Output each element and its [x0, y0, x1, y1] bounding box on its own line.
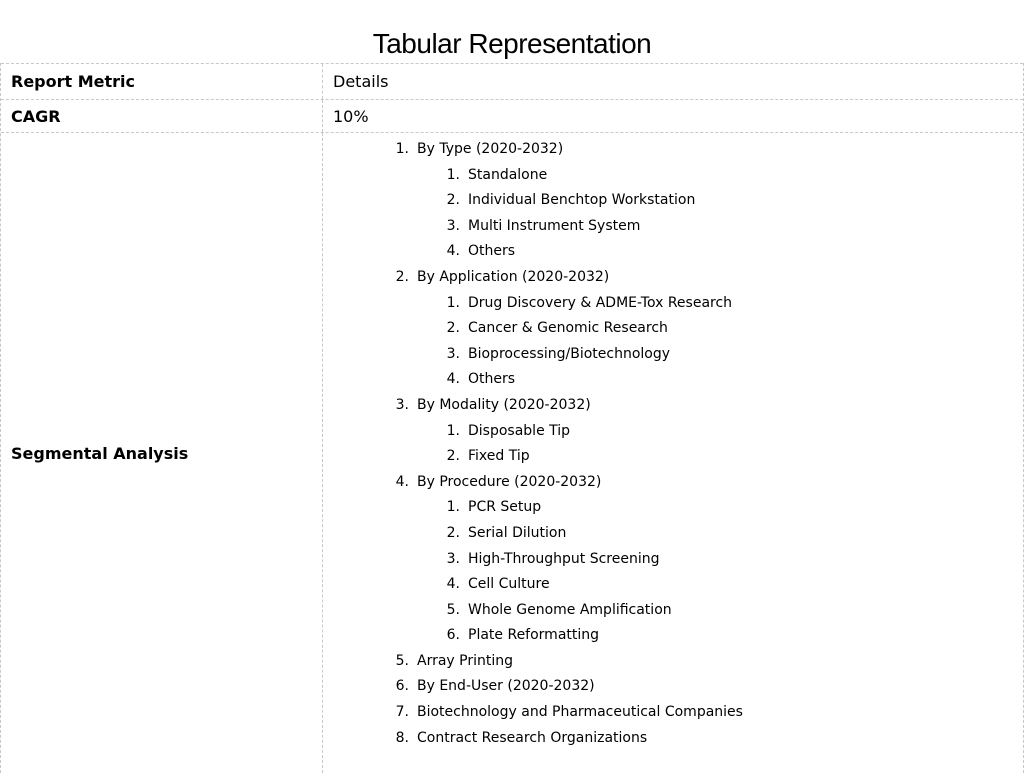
- segment-subitem-label: Fixed Tip: [468, 448, 530, 465]
- segment-subitem-label: Multi Instrument System: [468, 217, 641, 234]
- segment-subitem-label: Bioprocessing/Biotechnology: [468, 345, 671, 362]
- segment-item: [383, 726, 743, 752]
- segment-item: [383, 265, 743, 291]
- segment-subitem-label: Others: [468, 243, 516, 260]
- segment-subitem-number: 2.: [446, 192, 460, 209]
- segment-subitem-label: Plate Reformatting: [468, 627, 600, 644]
- page-title: Tabular Representation: [372, 28, 652, 59]
- segment-subitem-number: 2.: [446, 320, 460, 337]
- segment-subitem-label: PCR Setup: [468, 499, 542, 516]
- segment-subitem-label: Individual Benchtop Workstation: [468, 192, 696, 209]
- segment-subitem-number: 5.: [446, 601, 460, 618]
- segment-subitem-number: 2.: [446, 448, 460, 465]
- segment-subitem: [383, 547, 743, 573]
- segment-subitem: [383, 444, 743, 470]
- segment-subitem-label: High-Throughput Screening: [468, 550, 660, 567]
- segment-subitem-number: 3.: [446, 550, 460, 567]
- cagr-metric-cell: [1, 100, 323, 132]
- segment-subitem-label: Whole Genome Amplification: [468, 601, 672, 618]
- segment-subitem: [383, 188, 743, 214]
- segment-subitem-label: Cancer & Genomic Research: [468, 320, 668, 337]
- segment-item-label: Biotechnology and Pharmaceutical Companies: [417, 704, 743, 721]
- segment-subitem-label: Cell Culture: [468, 576, 550, 593]
- segment-subitem: [383, 291, 743, 317]
- segment-subitem-number: 4.: [446, 243, 460, 260]
- header-metric-cell: [1, 64, 323, 99]
- segment-subitem-number: 4.: [446, 371, 460, 388]
- segment-item-label: By Procedure (2020-2032): [417, 473, 602, 490]
- segment-item: [383, 700, 743, 726]
- segment-subitem-number: 1.: [446, 166, 460, 183]
- segment-subitem-label: Others: [468, 371, 516, 388]
- segmental-metric-cell: [1, 133, 323, 773]
- header-details-label: Details: [333, 72, 389, 91]
- cagr-value-cell: [323, 100, 1023, 132]
- segment-subitem: [383, 342, 743, 368]
- segment-list: [333, 133, 743, 751]
- segmental-row: [1, 132, 1023, 773]
- segment-item-label: By End-User (2020-2032): [417, 678, 595, 695]
- segment-subitem-label: Drug Discovery & ADME-Tox Research: [468, 294, 733, 311]
- segment-item-label: By Modality (2020-2032): [417, 396, 591, 413]
- segment-subitem: [383, 316, 743, 342]
- segment-item-label: Contract Research Organizations: [417, 729, 648, 746]
- segment-subitem: [383, 419, 743, 445]
- segment-item: [383, 470, 743, 496]
- segment-subitem-label: Standalone: [468, 166, 548, 183]
- segment-subitem-number: 2.: [446, 524, 460, 541]
- segment-subitem: [383, 367, 743, 393]
- segment-item-label: Array Printing: [417, 652, 514, 669]
- segment-item-number: 7.: [395, 704, 409, 721]
- segment-subitem-number: 1.: [446, 499, 460, 516]
- segmental-details-cell: [323, 133, 1023, 773]
- cagr-row: [1, 99, 1023, 132]
- segment-item: [383, 137, 743, 163]
- segment-subitem-number: 3.: [446, 345, 460, 362]
- segment-subitem-label: Disposable Tip: [468, 422, 571, 439]
- segment-item-number: 6.: [395, 678, 409, 695]
- cagr-label: CAGR: [11, 106, 61, 126]
- segment-item-number: 3.: [395, 396, 409, 413]
- segment-subitem: [383, 572, 743, 598]
- segment-subitem: [383, 163, 743, 189]
- segment-subitem: [383, 495, 743, 521]
- segment-subitem: [383, 521, 743, 547]
- report-table: [0, 63, 1024, 773]
- segment-item-number: 4.: [395, 473, 409, 490]
- segment-subitem-label: Serial Dilution: [468, 524, 567, 541]
- table-header-row: [1, 63, 1023, 99]
- segment-subitem-number: 6.: [446, 627, 460, 644]
- segment-subitem: [383, 598, 743, 624]
- segment-subitem-number: 3.: [446, 217, 460, 234]
- segment-subitem: [383, 239, 743, 265]
- segment-item: [383, 674, 743, 700]
- segment-subitem-number: 1.: [446, 294, 460, 311]
- segment-subitem-number: 1.: [446, 422, 460, 439]
- segment-item-number: 2.: [395, 268, 409, 285]
- cagr-value: 10%: [333, 106, 369, 126]
- segmental-label: Segmental Analysis: [11, 443, 189, 463]
- segment-item-number: 5.: [395, 652, 409, 669]
- segment-item-number: 1.: [395, 141, 409, 157]
- segment-item-number: 8.: [395, 729, 409, 746]
- segment-subitem-number: 4.: [446, 576, 460, 593]
- header-metric-label: Report Metric: [11, 72, 136, 91]
- segment-item-label: By Application (2020-2032): [417, 268, 610, 285]
- segment-item-label: By Type (2020-2032): [417, 141, 564, 157]
- header-details-cell: [323, 64, 1023, 99]
- segment-item: [383, 649, 743, 675]
- segment-subitem: [383, 214, 743, 240]
- segment-item: [383, 393, 743, 419]
- segment-subitem: [383, 623, 743, 649]
